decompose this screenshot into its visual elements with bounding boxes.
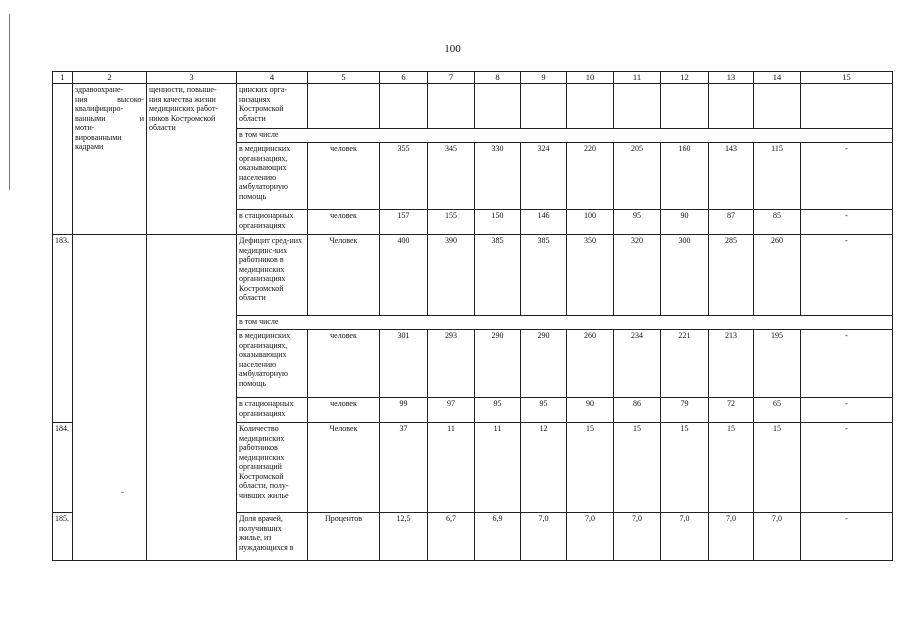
value-cell: 205: [614, 143, 661, 210]
header-cell: 1: [53, 72, 73, 84]
indicator-cell: цинских орга-низациях Костромской области: [237, 84, 308, 129]
value-cell: 15: [661, 423, 709, 513]
indicator-subheading: в том числе: [237, 316, 893, 330]
row-number-cell: 184.: [53, 423, 73, 513]
value-cell: 15: [567, 423, 614, 513]
value-cell: 146: [521, 210, 567, 235]
value-cell: 12,5: [380, 513, 428, 561]
note-cell: -: [801, 210, 893, 235]
value-cell: 87: [709, 210, 754, 235]
value-cell: 15: [614, 423, 661, 513]
unit-cell: человек: [308, 398, 380, 423]
value-cell: 95: [521, 398, 567, 423]
indicator-cell: в стационарных организациях: [237, 210, 308, 235]
note-cell: -: [801, 398, 893, 423]
value-cell: 160: [661, 143, 709, 210]
value-cell: 37: [380, 423, 428, 513]
value-cell: 234: [614, 330, 661, 398]
header-cell: 2: [73, 72, 147, 84]
value-cell: 86: [614, 398, 661, 423]
value-cell: 220: [567, 143, 614, 210]
value-cell: 115: [754, 143, 801, 210]
task-text-line: ния качества жизни: [149, 94, 216, 104]
note-cell: -: [801, 513, 893, 561]
goal-text-line: квалифициро-: [75, 104, 124, 113]
value-cell: 99: [380, 398, 428, 423]
task-text-line: щенности, повыше-: [149, 85, 217, 94]
header-cell: 7: [428, 72, 475, 84]
unit-cell: человек: [308, 330, 380, 398]
value-cell: 6,7: [428, 513, 475, 561]
value-cell: 11: [475, 423, 521, 513]
header-cell: 6: [380, 72, 428, 84]
header-cell: 10: [567, 72, 614, 84]
unit-cell: Человек: [308, 423, 380, 513]
note-cell: -: [801, 423, 893, 513]
indicators-table: [52, 71, 893, 561]
unit-cell: человек: [308, 210, 380, 235]
task-cell: [147, 84, 237, 235]
value-cell: 195: [754, 330, 801, 398]
indicator-cell: Количество медицинских работников медицинских организаций Костромской области, полу-чивших жилье: [237, 423, 308, 513]
value-cell: 213: [709, 330, 754, 398]
header-cell: 15: [801, 72, 893, 84]
value-cell: 85: [754, 210, 801, 235]
goal-text-line: ванными и: [75, 113, 144, 123]
value-cell: 15: [709, 423, 754, 513]
value-cell: 11: [428, 423, 475, 513]
value-cell: 324: [521, 143, 567, 210]
value-cell: 97: [428, 398, 475, 423]
table-row: [53, 235, 893, 316]
value-cell: 330: [475, 143, 521, 210]
value-cell: 7,0: [661, 513, 709, 561]
value-cell: 350: [567, 235, 614, 316]
note-cell: -: [801, 235, 893, 316]
indicator-cell: в стационарных организациях: [237, 398, 308, 423]
header-cell: 8: [475, 72, 521, 84]
goal-text-line: ния высоко-: [75, 94, 144, 104]
header-cell: 4: [237, 72, 308, 84]
value-cell: 221: [661, 330, 709, 398]
goal-cell: [73, 84, 147, 235]
value-cell: 293: [428, 330, 475, 398]
header-cell: 13: [709, 72, 754, 84]
row-number-cell: [53, 84, 73, 235]
value-cell: 7,0: [567, 513, 614, 561]
value-cell: 290: [475, 330, 521, 398]
value-cell: 385: [475, 235, 521, 316]
margin-line: [9, 14, 10, 190]
value-cell: 155: [428, 210, 475, 235]
row-number-cell: 185.: [53, 513, 73, 561]
value-cell: 90: [661, 210, 709, 235]
note-cell: -: [801, 330, 893, 398]
value-cell: 95: [614, 210, 661, 235]
value-cell: 95: [475, 398, 521, 423]
value-cell: 100: [567, 210, 614, 235]
value-cell: 7,0: [521, 513, 567, 561]
value-cell: 65: [754, 398, 801, 423]
row-number-cell: 183.: [53, 235, 73, 423]
unit-cell: Процентов: [308, 513, 380, 561]
value-cell: 7,0: [614, 513, 661, 561]
indicator-cell: в медицинских организациях, оказывающих населению амбулаторную помощь: [237, 330, 308, 398]
indicator-cell: Дефицит сред-них медицинс-ких работников в медицинских организациях Костромской области: [237, 235, 308, 316]
value-cell: 15: [754, 423, 801, 513]
value-cell: 79: [661, 398, 709, 423]
value-cell: 400: [380, 235, 428, 316]
value-cell: 390: [428, 235, 475, 316]
task-text-line: области: [149, 123, 176, 132]
value-cell: 143: [709, 143, 754, 210]
value-cell: 6,9: [475, 513, 521, 561]
goal-text-line: моти-: [75, 123, 95, 132]
task-text-line: ников Костромской: [149, 113, 216, 123]
goal-text-line: здравоохране-: [75, 85, 124, 94]
header-cell: 14: [754, 72, 801, 84]
indicator-subheading: в том числе: [237, 129, 893, 143]
value-cell: 300: [661, 235, 709, 316]
indicator-cell: в медицинских организациях, оказывающих населению амбулаторную помощь: [237, 143, 308, 210]
page-number: 100: [444, 43, 461, 55]
value-cell: 157: [380, 210, 428, 235]
value-cell: 345: [428, 143, 475, 210]
header-cell: 3: [147, 72, 237, 84]
value-cell: 260: [567, 330, 614, 398]
value-cell: 72: [709, 398, 754, 423]
value-cell: 90: [567, 398, 614, 423]
value-cell: 7,0: [709, 513, 754, 561]
goal-cell: [73, 235, 147, 561]
table-row: [53, 84, 893, 129]
note-cell: -: [801, 143, 893, 210]
value-cell: 301: [380, 330, 428, 398]
task-text-line: медицинских работ-: [149, 104, 219, 113]
value-cell: 355: [380, 143, 428, 210]
header-cell: 9: [521, 72, 567, 84]
value-cell: 290: [521, 330, 567, 398]
value-cell: 320: [614, 235, 661, 316]
unit-cell: человек: [308, 143, 380, 210]
value-cell: 385: [521, 235, 567, 316]
goal-text-line: вированными: [75, 132, 122, 142]
indicator-cell: Доля врачей, получивших жилье, из нуждающихся в: [237, 513, 308, 561]
header-row: [53, 72, 893, 84]
header-cell: 5: [308, 72, 380, 84]
value-cell: 285: [709, 235, 754, 316]
header-cell: 11: [614, 72, 661, 84]
unit-cell: Человек: [308, 235, 380, 316]
value-cell: 12: [521, 423, 567, 513]
value-cell: 7,0: [754, 513, 801, 561]
goal-text-line: кадрами: [75, 142, 104, 151]
header-cell: 12: [661, 72, 709, 84]
value-cell: 260: [754, 235, 801, 316]
value-cell: 150: [475, 210, 521, 235]
task-cell: [147, 235, 237, 561]
